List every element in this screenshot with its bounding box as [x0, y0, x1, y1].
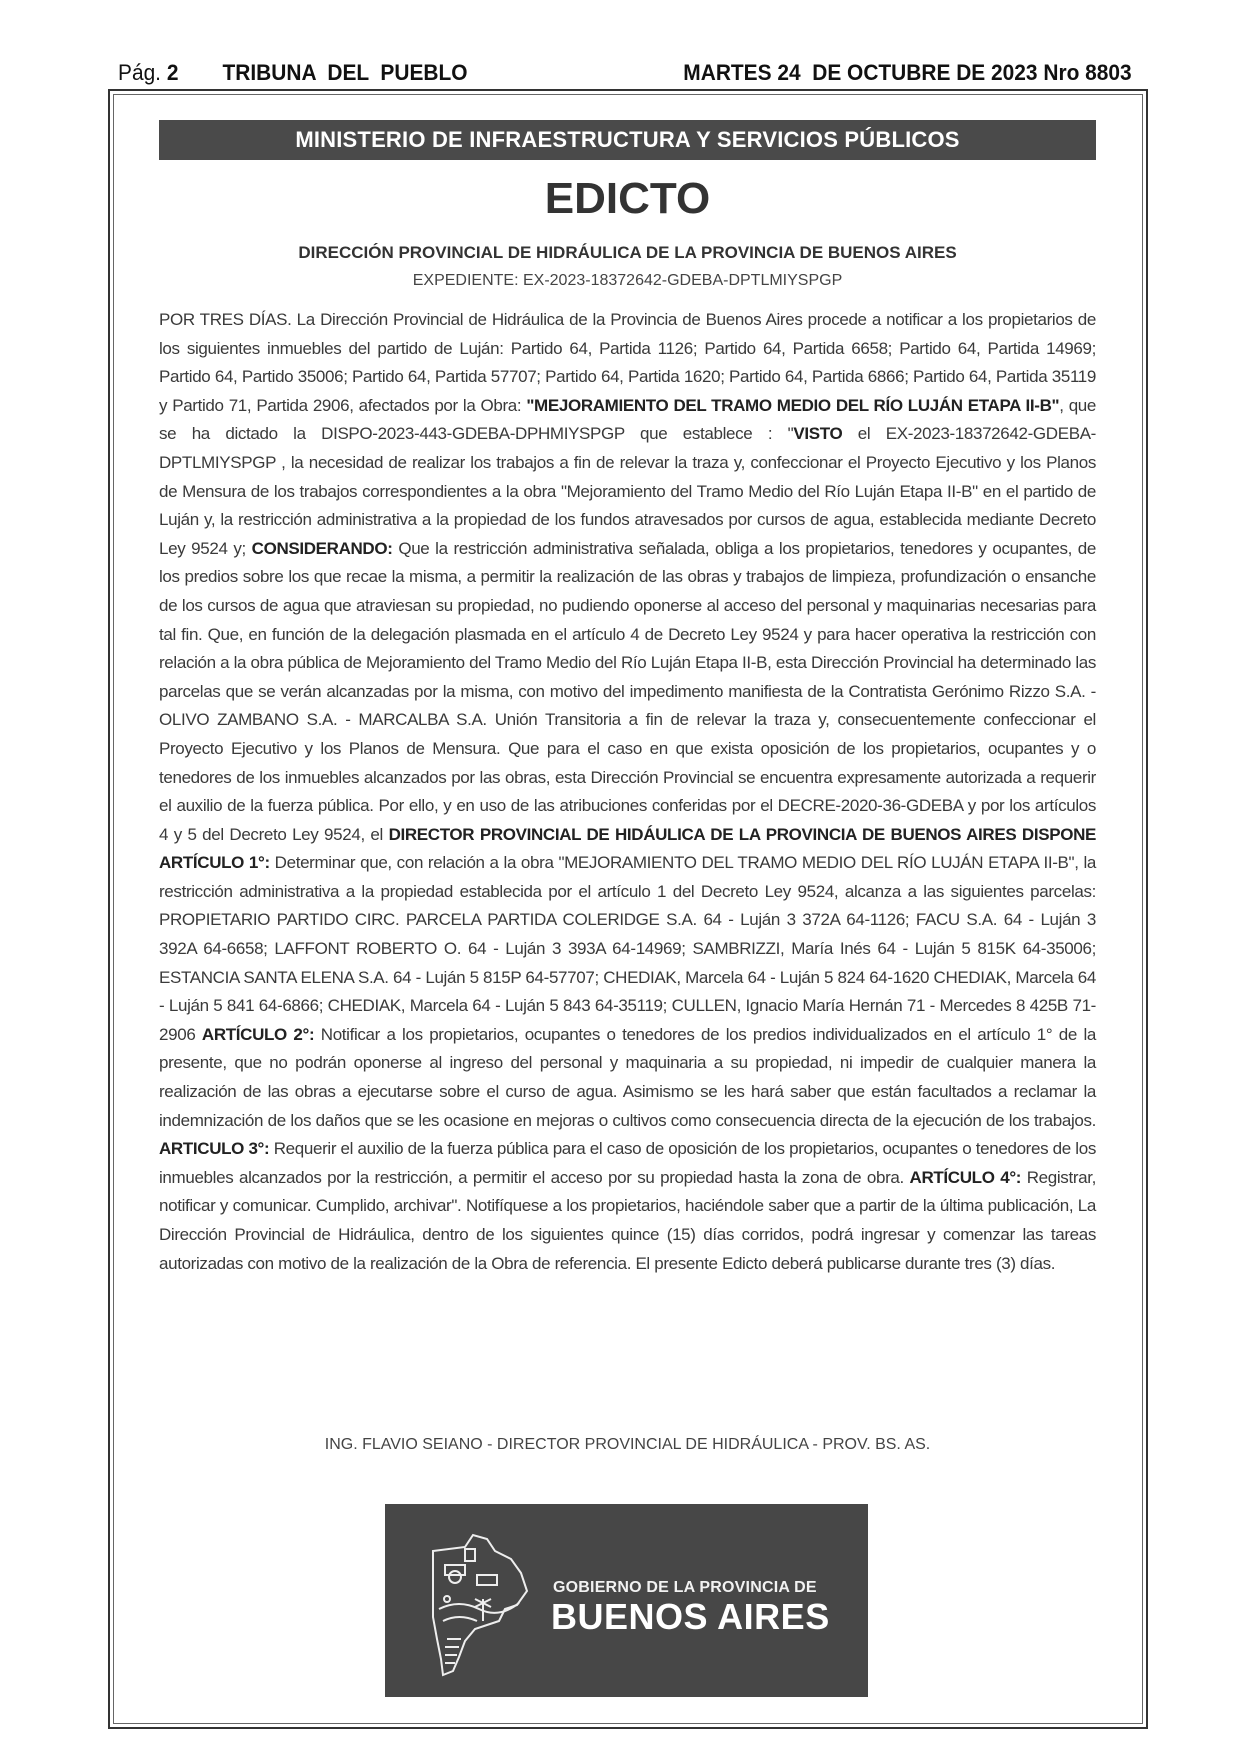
body-text: el EX-2023-18372642-GDEBA-DPTLMIYSPGP , la necesidad de realizar los trabajos a fin de relevar la traza y, confeccionar el Proyecto Ejecutivo y los Planos de Mensura de los trabajos correspondientes a la obra "Mejoramiento del Tramo Medio del Río Luján Etapa II-B" en el partido de Luján y, la restricción administrativa a la propiedad de los fundos atravesados por cursos de agua, establecida mediante Decreto Ley 9524 y;: [159, 424, 1096, 558]
body-text: Registrar, notificar y comunicar. Cumplido, archivar". Notifíquese a los propietarios, haciéndole saber que a partir de la última publicación, La Dirección Provincial de Hidráulica, dentro de los siguientes quince (15) días corridos, podrá ingresar y comenzar las tareas autorizadas con motivo de la realización de la Obra de referencia. El presente Edicto deberá publicarse durante tres (3) días.: [159, 1167, 1096, 1273]
notice-title: EDICTO: [544, 174, 711, 223]
body-text: Que la restricción administrativa señalada, obliga a los propietarios, tenedores y ocupantes, de los predios sobre los que recae la misma, a permitir la realización de las obras y trabajos de limpieza, profundización o ensanche de los cursos de agua que atraviesan su propiedad, no pudiendo oponerse al acceso del personal y maquinarias necesarias para tal fin. Que, en función de la delegación plasmada en el artículo 4 de Decreto Ley 9524 y para hacer operativa la restricción con relación a la obra pública de Mejoramiento del Tramo Medio del Río Luján Etapa II-B, esta Dirección Provincial ha determinado las parcelas que se verán alcanzadas por la misma, con motivo del impedimento manifiesta de la Contratista Gerónimo Rizzo S.A. - OLIVO ZAMBANO S.A. - MARCALBA S.A. Unión Transitoria a fin de relevar la traza y, consecuentemente confeccionar el Proyecto Ejecutivo y los Planos de Mensura. Que para el caso en que exista oposición de los propietarios, ocupantes y o tenedores de los inmuebles alcanzados por las obras, esta Dirección Provincial se encuentra expresamente autorizada a requerir el auxilio de la fuerza pública. Por ello, y en uso de las atribuciones conferidas por el DECRE-2020-36-GDEBA y por los artículos 4 y 5 del Decreto Ley 9524, el: [159, 538, 1096, 844]
signature: ING. FLAVIO SEIANO - DIRECTOR PROVINCIAL DE HIDRÁULICA - PROV. BS. AS.: [324, 1436, 931, 1453]
agency-heading: DIRECCIÓN PROVINCIAL DE HIDRÁULICA DE LA PROVINCIA DE BUENOS AIRES: [298, 243, 957, 262]
body-bold: ARTÍCULO 4°:: [909, 1167, 1022, 1187]
file-number: EXPEDIENTE: EX-2023-18372642-GDEBA-DPTLMIYSPGP: [412, 272, 843, 289]
page-number-value: 2: [166, 60, 179, 85]
page-header: [118, 60, 1132, 88]
body-text: Requerir el auxilio de la fuerza pública para el caso de oposición de los propietarios, ocupantes o tenedores de los inmuebles alcanzados por la restricción, a permitir el acceso por su propiedad hasta la zona de obra.: [159, 1139, 1096, 1187]
body-bold: ARTICULO 3°:: [159, 1139, 270, 1159]
government-logo: [385, 1504, 868, 1697]
body-bold: DIRECTOR PROVINCIAL DE HIDÁULICA DE LA PROVINCIA DE BUENOS AIRES DISPONE ARTÍCULO 1°:: [159, 824, 1096, 873]
body-bold: "MEJORAMIENTO DEL TRAMO MEDIO DEL RÍO LUJÁN ETAPA II-B": [526, 395, 1060, 415]
ministry-banner: MINISTERIO DE INFRAESTRUCTURA Y SERVICIOS PÚBLICOS: [159, 120, 1096, 160]
body-text: Determinar que, con relación a la obra "MEJORAMIENTO DEL TRAMO MEDIO DEL RÍO LUJÁN ETAPA II-B", la restricción administrativa a la propiedad establecida por el artículo 1 del Decreto Ley 9524, alcanza a las siguientes parcelas: PROPIETARIO PARTIDO CIRC. PARCELA PARTIDA COLERIDGE S.A. 64 - Luján 3 372A 64-1126; FACU S.A. 64 - Luján 3 392A 64-6658; LAFFONT ROBERTO O. 64 - Luján 3 393A 64-14969; SAMBRIZZI, María Inés 64 - Luján 5 815K 64-35006; ESTANCIA SANTA ELENA S.A. 64 - Luján 5 815P 64-57707; CHEDIAK, Marcela 64 - Luján 5 824 64-1620 CHEDIAK, Marcela 64 - Luján 5 841 64-6866; CHEDIAK, Marcela 64 - Luján 5 843 64-35119; CULLEN, Ignacio María Hernán 71 - Mercedes 8 425B 71-2906: [159, 853, 1096, 1044]
body-text: Notificar a los propietarios, ocupantes o tenedores de los predios individualizados en el artículo 1° de la presente, que no podrán oponerse al ingreso del personal y maquinaria a su propiedad, ni impedir de cualquier manera la realización de las obras a ejecutarse sobre el curso de agua. Asimismo se les hará saber que están facultados a reclamar la indemnización de los daños que se les ocasione en mejoras o cultivos como consecuencia directa de la ejecución de los trabajos.: [159, 1024, 1096, 1130]
newspaper-name: TRIBUNA DEL PUEBLO: [222, 60, 468, 85]
body-text: POR TRES DÍAS. La Dirección Provincial de Hidráulica de la Provincia de Buenos Aires procede a notificar a los propietarios de los siguientes inmuebles del partido de Luján: Partido 64, Partida 1126; Partido 64, Partida 6658; Partido 64, Partida 14969; Partido 64, Partido 35006; Partido 64, Partida 57707; Partido 64, Partida 1620; Partido 64, Partida 6866; Partido 64, Partida 35119 y Partido 71, Partida 2906, afectados por la Obra:: [159, 310, 1096, 415]
body-bold: VISTO: [793, 424, 843, 444]
notice-body: [159, 306, 1096, 1278]
logo-line2: BUENOS AIRES: [551, 1596, 830, 1637]
body-bold: CONSIDERANDO:: [251, 538, 393, 558]
page-label: Pág.: [118, 60, 162, 85]
issue-date: MARTES 24 DE OCTUBRE DE 2023 Nro 8803: [683, 60, 1132, 85]
page-number: [118, 60, 178, 86]
body-bold: ARTÍCULO 2°:: [201, 1024, 315, 1044]
logo-line1: GOBIERNO DE LA PROVINCIA DE: [553, 1579, 817, 1596]
province-map-icon: [425, 1529, 535, 1679]
body-text: , que se ha dictado la DISPO-2023-443-GDEBA-DPHMIYSPGP que establece : ": [159, 395, 1097, 444]
